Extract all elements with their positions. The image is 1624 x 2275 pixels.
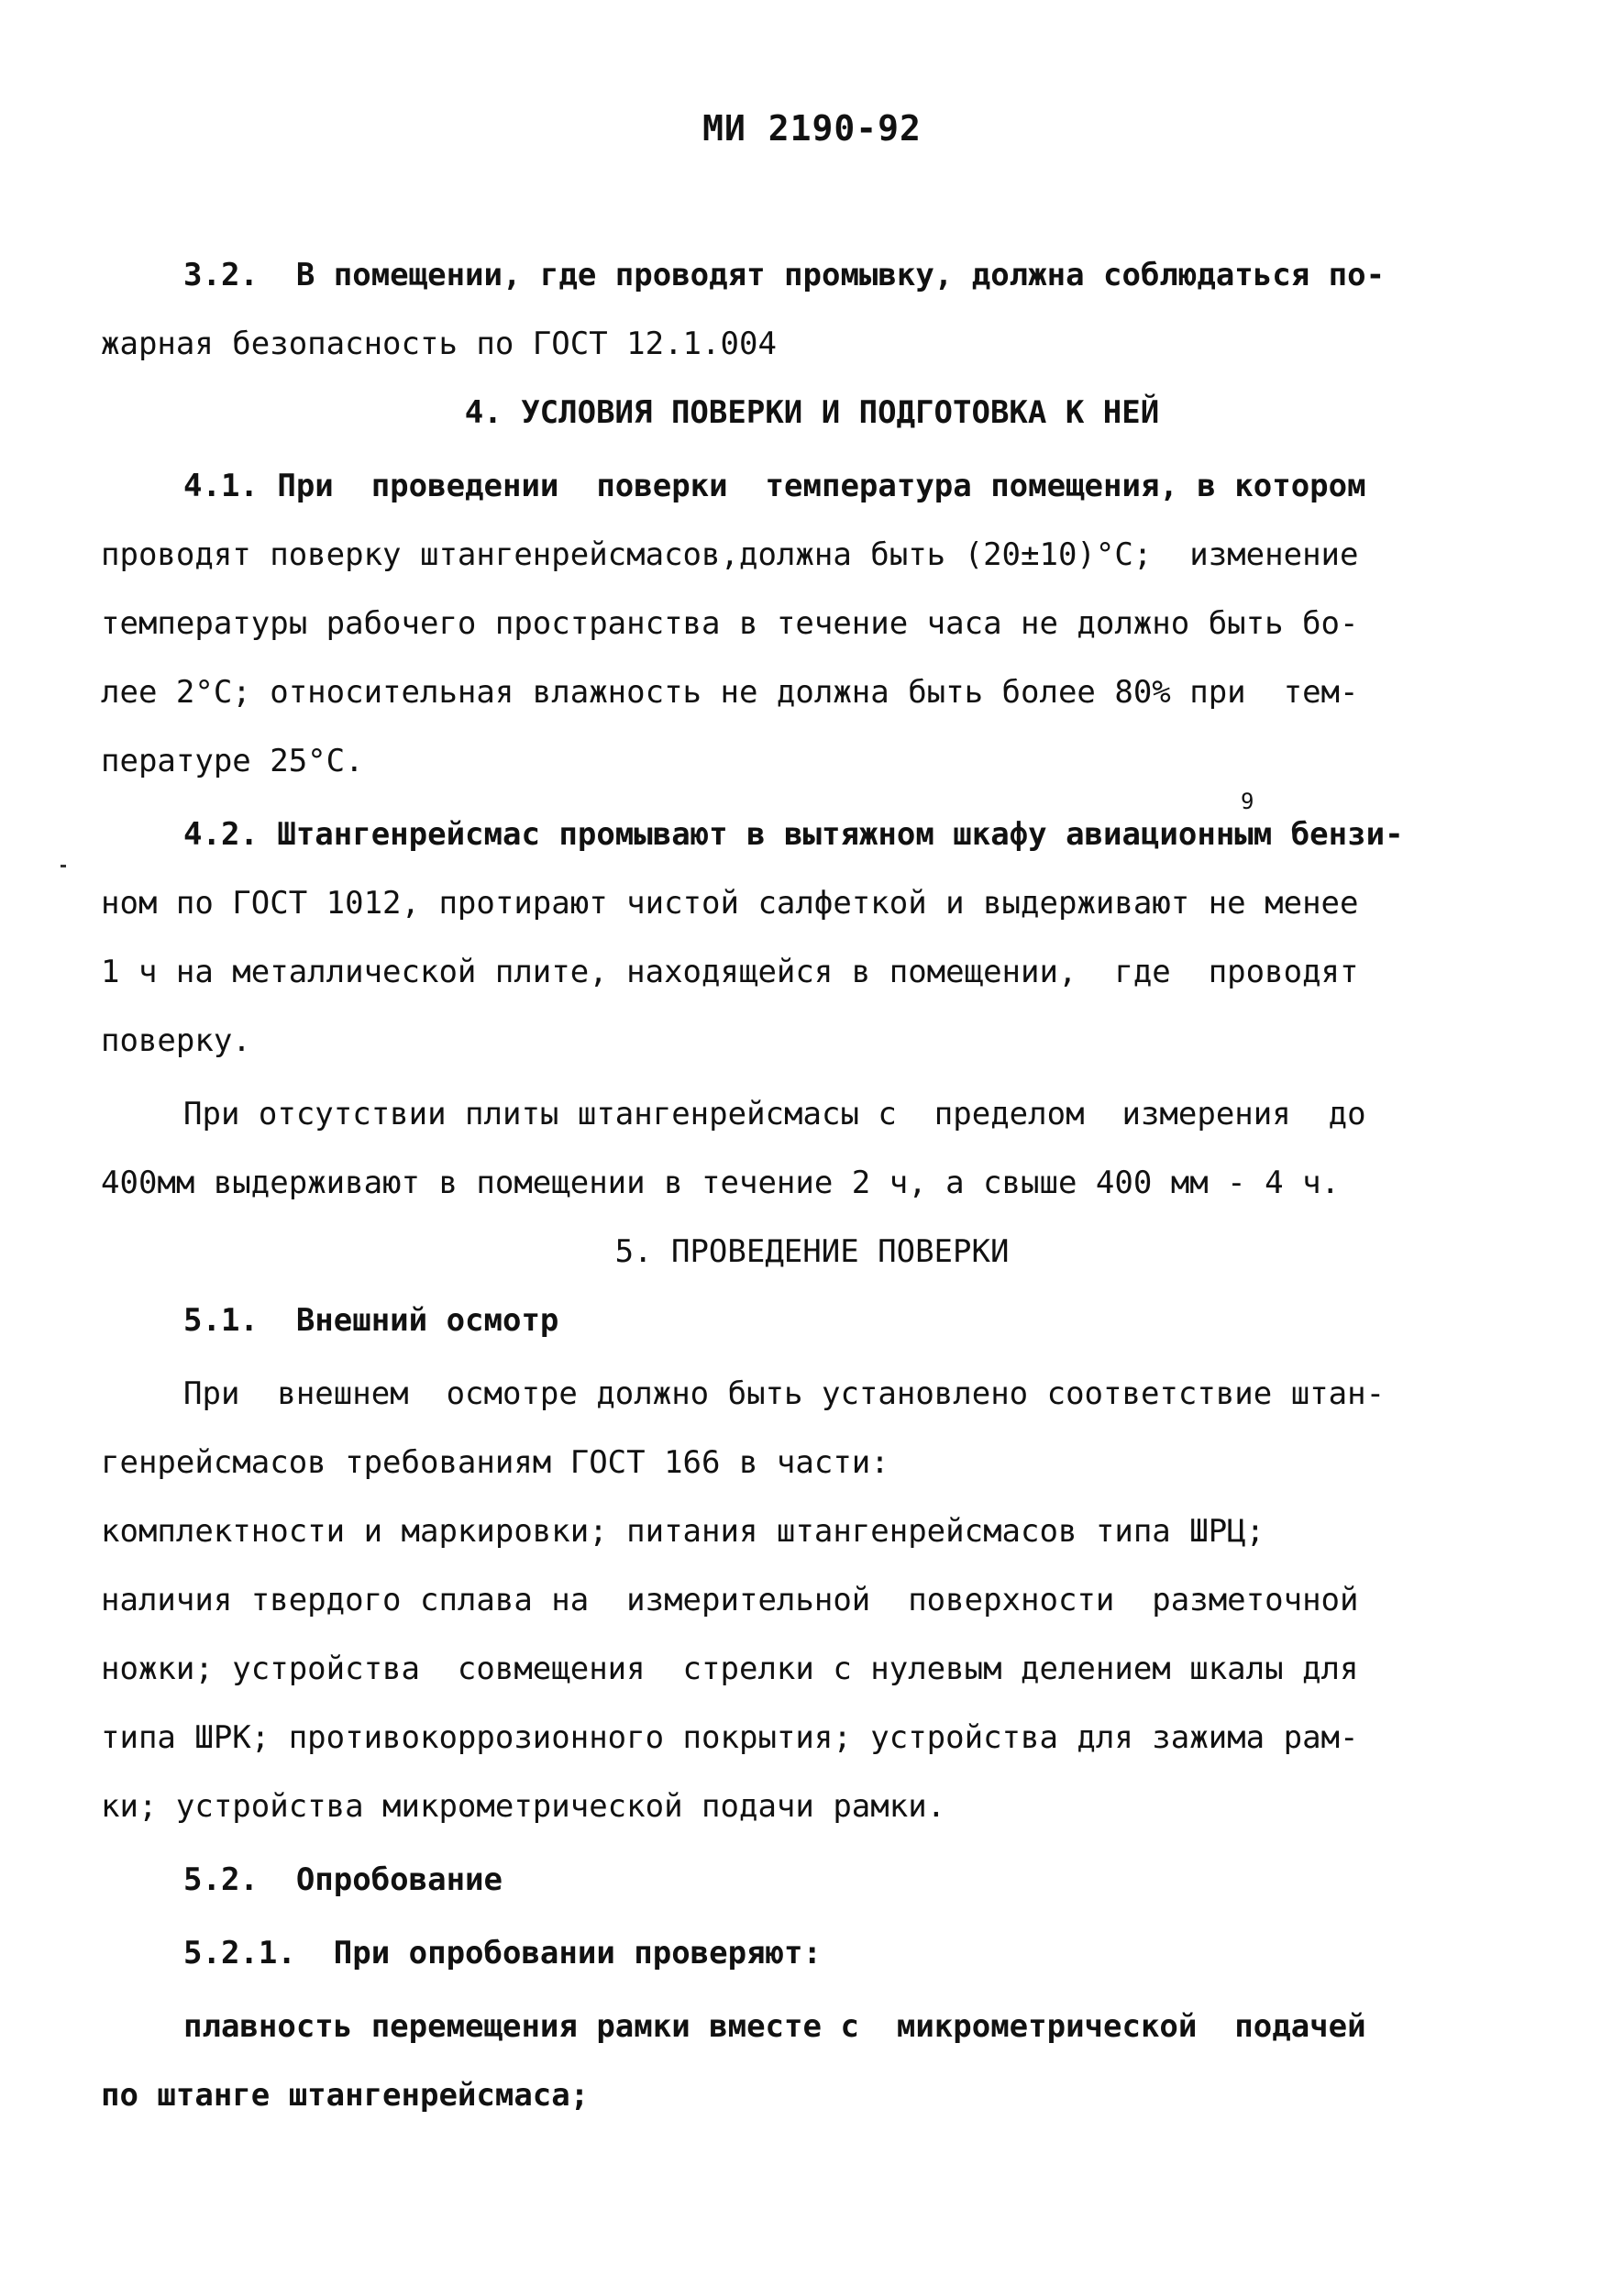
text-line: поверку. — [101, 1022, 251, 1059]
section-heading: 4. УСЛОВИЯ ПОВЕРКИ И ПОДГОТОВКА К НЕЙ — [464, 394, 1160, 431]
text-line: комплектности и маркировки; питания штангенрейсмасов типа ШРЦ; — [101, 1513, 1265, 1550]
text-line: ножки; устройства совмещения стрелки с нулевым делением шкалы для — [101, 1651, 1359, 1687]
scan-speck — [61, 865, 66, 867]
text-line: наличия твердого сплава на измерительной поверхности разметочной — [101, 1582, 1359, 1618]
text-line: 1 ч на металлической плите, находящейся в помещении, где проводят — [101, 954, 1359, 990]
text-line: 4.1. При проведении поверки температура помещения, в котором — [183, 468, 1366, 504]
text-line: При внешнем осмотре должно быть установлено соответствие штан- — [183, 1375, 1386, 1412]
text-line: лее 2°С; относительная влажность не должна быть более 80% при тем- — [101, 674, 1359, 711]
text-line: 5.1. Внешний осмотр — [183, 1302, 559, 1339]
handwritten-correction: 9 — [1241, 789, 1254, 814]
text-line: ном по ГОСТ 1012, протирают чистой салфеткой и выдерживают не менее — [101, 885, 1359, 922]
text-line: жарная безопасность по ГОСТ 12.1.004 — [101, 326, 777, 362]
text-line: температуры рабочего пространства в течение часа не должно быть бо- — [101, 605, 1359, 642]
text-line: При отсутствии плиты штангенрейсмасы с пределом измерения до — [183, 1096, 1366, 1132]
text-line: генрейсмасов требованиям ГОСТ 166 в части: — [101, 1444, 889, 1481]
document-code-header: МИ 2190-92 — [702, 108, 922, 149]
text-line: 4.2. Штангенрейсмас промывают в вытяжном шкафу авиационным бензи- — [183, 816, 1404, 853]
text-line: 3.2. В помещении, где проводят промывку, должна соблюдаться по- — [183, 257, 1386, 293]
text-line: проводят поверку штангенрейсмасов,должна быть (20±10)°С; изменение — [101, 536, 1359, 573]
section-heading: 5. ПРОВЕДЕНИЕ ПОВЕРКИ — [614, 1233, 1010, 1270]
text-line: по штанге штангенрейсмаса; — [101, 2077, 590, 2114]
text-line: 400мм выдерживают в помещении в течение 2 ч, а свыше 400 мм - 4 ч. — [101, 1165, 1341, 1201]
text-line: 5.2. Опробование — [183, 1861, 503, 1898]
text-line: 5.2.1. При опробовании проверяют: — [183, 1935, 822, 1971]
text-line: пературе 25°С. — [101, 743, 364, 779]
text-line: плавность перемещения рамки вместе с микрометрической подачей — [183, 2008, 1366, 2045]
text-line: типа ШРК; противокоррозионного покрытия; устройства для зажима рам- — [101, 1719, 1359, 1756]
text-line: ки; устройства микрометрической подачи рамки. — [101, 1788, 946, 1825]
